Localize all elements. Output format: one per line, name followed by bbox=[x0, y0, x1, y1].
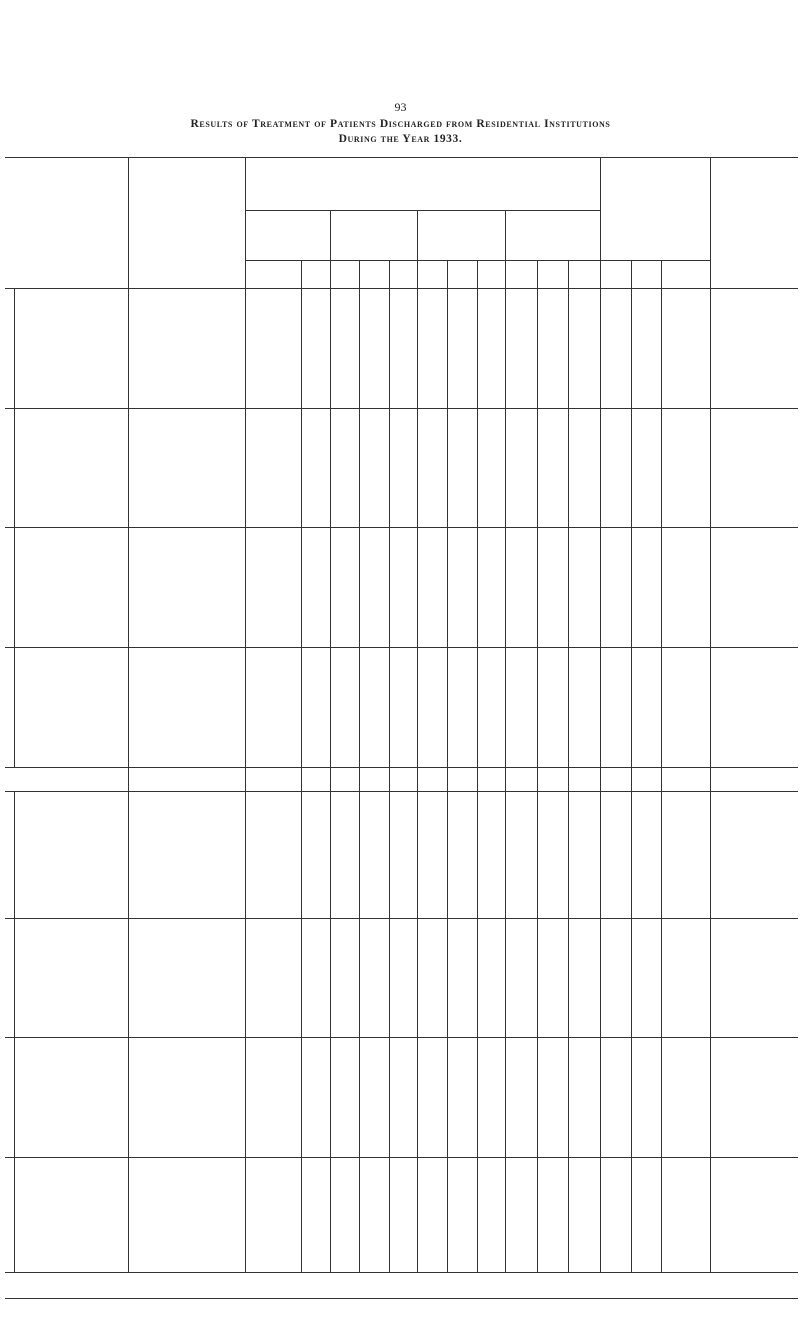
column-rule bbox=[14, 288, 15, 767]
rule-line bbox=[5, 157, 798, 158]
column-rule bbox=[330, 210, 331, 1272]
column-rule bbox=[600, 157, 601, 1272]
rule-line bbox=[5, 527, 798, 528]
rule-line bbox=[5, 767, 798, 768]
column-rule bbox=[245, 157, 246, 1272]
rule-line bbox=[5, 1272, 798, 1273]
column-rule bbox=[505, 210, 506, 1272]
column-rule bbox=[537, 260, 538, 1272]
rule-line bbox=[5, 408, 798, 409]
page-number: 93 bbox=[394, 100, 407, 114]
column-rule bbox=[14, 791, 15, 1272]
column-rule bbox=[477, 260, 478, 1272]
rule-line bbox=[5, 918, 798, 919]
column-rule bbox=[359, 260, 360, 1272]
column-rule bbox=[301, 260, 302, 1272]
table-title: Results of Treatment of Patients Discharged from Residential Institutions bbox=[190, 118, 611, 130]
column-rule bbox=[661, 260, 662, 1272]
column-rule bbox=[417, 210, 418, 1272]
rule-line bbox=[245, 210, 600, 211]
rule-line bbox=[5, 288, 798, 289]
table-subtitle: During the Year 1933. bbox=[338, 133, 463, 145]
column-rule bbox=[389, 260, 390, 1272]
rule-line bbox=[5, 647, 798, 648]
rule-line bbox=[5, 1157, 798, 1158]
column-rule bbox=[447, 260, 448, 1272]
column-rule bbox=[631, 260, 632, 1272]
column-rule bbox=[710, 157, 711, 1272]
column-rule bbox=[128, 157, 129, 1272]
column-rule bbox=[568, 260, 569, 1272]
rule-line bbox=[5, 791, 798, 792]
rule-line bbox=[5, 1298, 798, 1299]
rule-line bbox=[5, 1037, 798, 1038]
